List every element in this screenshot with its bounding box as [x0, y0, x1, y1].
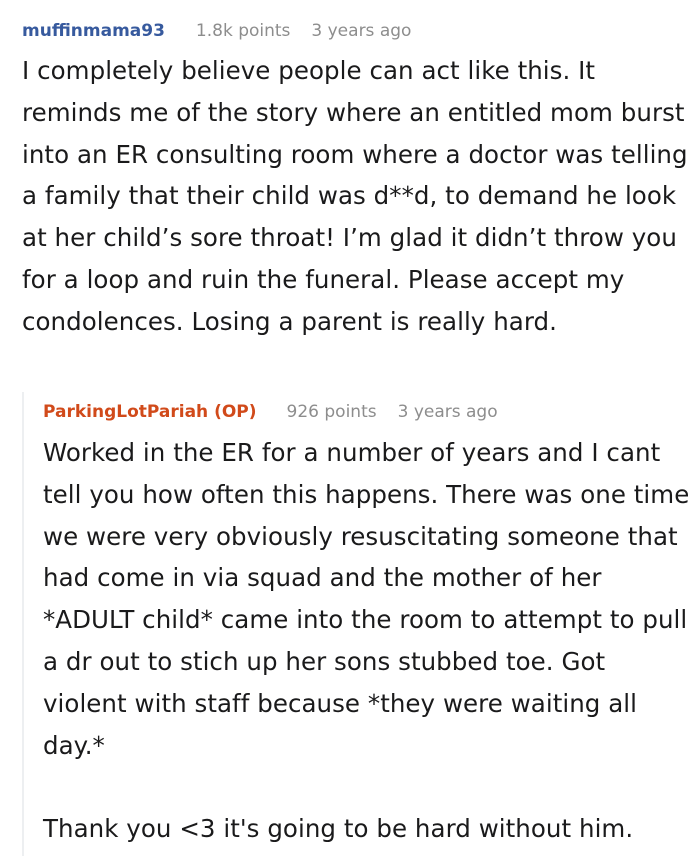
reply-comment: [22, 380, 694, 850]
comment-points: 1.8k points: [195, 21, 291, 41]
comment-paragraph: Worked in the ER for a number of years and I cant tell you how often this happens. There was one time we were very obviously resuscitating someone that had come in via squad and the mother of her *ADULT child* came into the room to attempt to pull a dr out to stich up her sons stubbed toe. Got violent with staff because *they were waiting all day.*: [43, 438, 690, 760]
comment-body: [43, 432, 694, 850]
comment-timestamp[interactable]: 3 years ago: [397, 402, 498, 422]
comment-paragraph: Thank you <3 it's going to be hard without him.: [43, 814, 634, 844]
comment-timestamp[interactable]: 3 years ago: [311, 21, 412, 41]
comment-author-link[interactable]: ParkingLotPariah (OP): [43, 402, 257, 422]
comment-author-link[interactable]: muffinmama93: [22, 21, 165, 41]
comment-paragraph: I completely believe people can act like this. It reminds me of the story where an entitled mom burst into an ER consulting room where a doctor was telling a family that their child was d**d, to demand he look at her child’s sore throat! I’m glad it didn’t throw you for a loop and ruin the funeral. Please accept my condolences. Losing a parent is really hard.: [22, 56, 688, 336]
comment: [22, 0, 694, 343]
comment-points: 926 points: [286, 402, 377, 422]
comment-body: [22, 50, 694, 343]
comment-meta: [22, 19, 694, 43]
comment-meta: [43, 400, 694, 424]
